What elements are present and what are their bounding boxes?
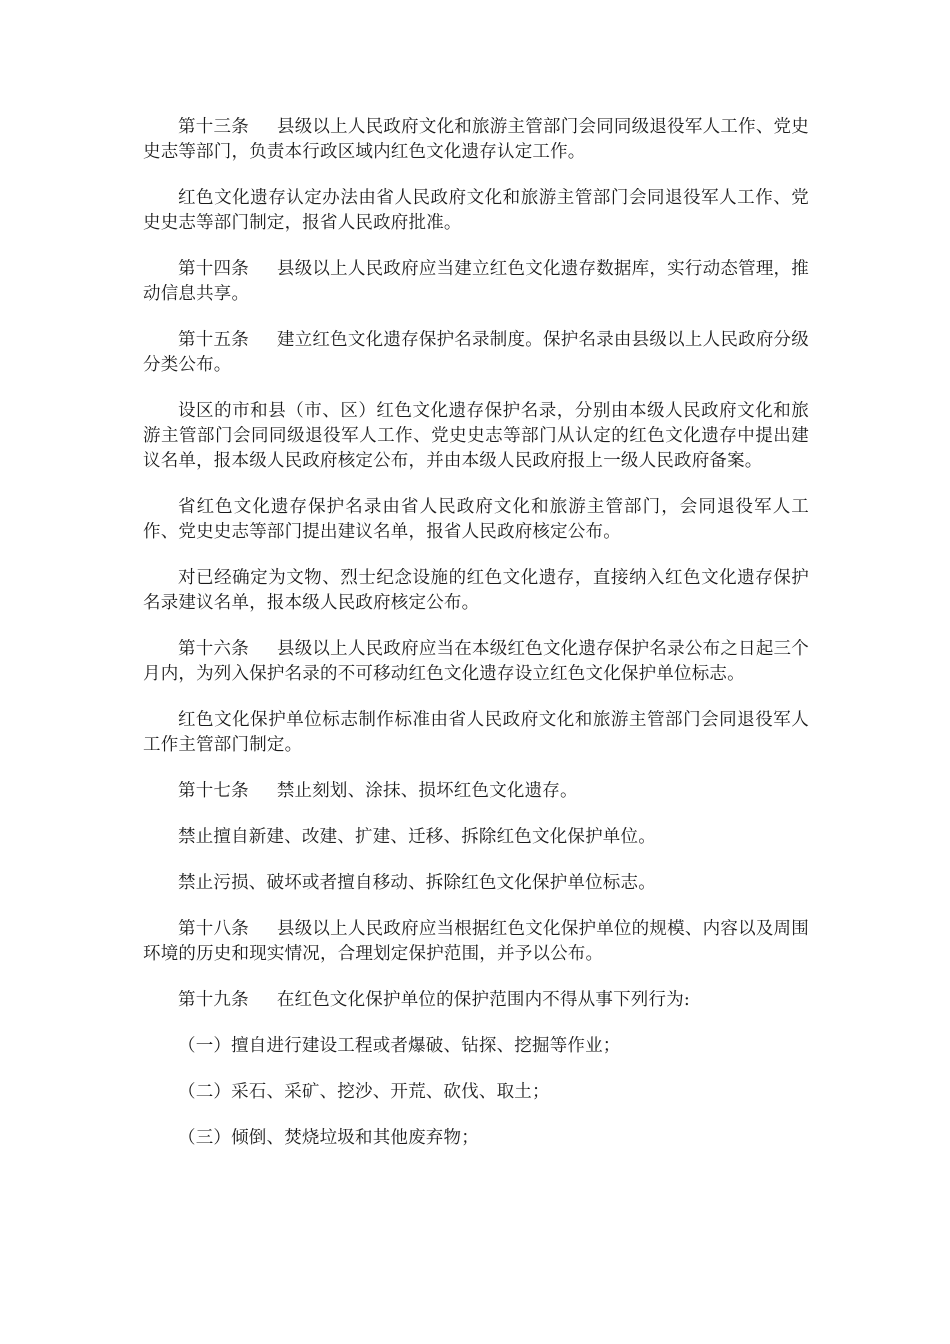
paragraph bbox=[143, 566, 809, 616]
paragraph-text: 建立红色文化遗存保护名录制度。保护名录由县级以上人民政府分级分类公布。 bbox=[143, 330, 809, 375]
paragraph-text: 禁止擅自新建、改建、扩建、迁移、拆除红色文化保护单位。 bbox=[178, 827, 656, 847]
list-item bbox=[143, 1126, 809, 1151]
paragraph-text: （三）倾倒、焚烧垃圾和其他废弃物； bbox=[178, 1128, 479, 1148]
paragraph-text: 禁止污损、破坏或者擅自移动、拆除红色文化保护单位标志。 bbox=[178, 873, 656, 893]
paragraph-text: 县级以上人民政府应当根据红色文化保护单位的规模、内容以及周围环境的历史和现实情况，合理划定保护范围，并予以公布。 bbox=[143, 919, 809, 964]
paragraph-text: 禁止刻划、涂抹、损坏红色文化遗存。 bbox=[276, 781, 578, 801]
article-number: 第十八条 bbox=[178, 919, 249, 939]
list-item bbox=[143, 1080, 809, 1105]
article-number: 第十七条 bbox=[178, 781, 249, 801]
article-number: 第十六条 bbox=[178, 639, 249, 659]
list-item bbox=[143, 1034, 809, 1059]
document-body bbox=[143, 115, 809, 1172]
paragraph-article-19 bbox=[143, 988, 809, 1013]
paragraph-text: 县级以上人民政府应当在本级红色文化遗存保护名录公布之日起三个月内，为列入保护名录的不可移动红色文化遗存设立红色文化保护单位标志。 bbox=[143, 639, 809, 684]
paragraph-text: （一）擅自进行建设工程或者爆破、钻探、挖掘等作业； bbox=[178, 1036, 621, 1056]
paragraph-text: 县级以上人民政府文化和旅游主管部门会同同级退役军人工作、党史史志等部门，负责本行政区域内红色文化遗存认定工作。 bbox=[143, 117, 809, 162]
paragraph-article-18 bbox=[143, 917, 809, 967]
article-number: 第十三条 bbox=[178, 117, 249, 137]
paragraph-text: 县级以上人民政府应当建立红色文化遗存数据库，实行动态管理，推动信息共享。 bbox=[143, 259, 809, 304]
article-number: 第十九条 bbox=[178, 990, 249, 1010]
paragraph bbox=[143, 708, 809, 758]
paragraph-text: 省红色文化遗存保护名录由省人民政府文化和旅游主管部门，会同退役军人工作、党史史志等部门提出建议名单，报省人民政府核定公布。 bbox=[143, 497, 809, 542]
paragraph bbox=[143, 871, 809, 896]
paragraph-text: 设区的市和县（市、区）红色文化遗存保护名录，分别由本级人民政府文化和旅游主管部门会同同级退役军人工作、党史史志等部门从认定的红色文化遗存中提出建议名单，报本级人民政府核定公布，并由本级人民政府报上一级人民政府备案。 bbox=[143, 401, 809, 471]
paragraph bbox=[143, 825, 809, 850]
paragraph-text: （二）采石、采矿、挖沙、开荒、砍伐、取土； bbox=[178, 1082, 550, 1102]
paragraph-text: 在红色文化保护单位的保护范围内不得从事下列行为: bbox=[276, 990, 691, 1010]
paragraph bbox=[143, 399, 809, 474]
paragraph bbox=[143, 186, 809, 236]
paragraph-article-15 bbox=[143, 328, 809, 378]
article-number: 第十五条 bbox=[178, 330, 249, 350]
paragraph-article-17 bbox=[143, 779, 809, 804]
paragraph bbox=[143, 495, 809, 545]
paragraph-article-13 bbox=[143, 115, 809, 165]
article-number: 第十四条 bbox=[178, 259, 249, 279]
paragraph-text: 红色文化保护单位标志制作标准由省人民政府文化和旅游主管部门会同退役军人工作主管部门制定。 bbox=[143, 710, 809, 755]
paragraph-article-16 bbox=[143, 637, 809, 687]
paragraph-text: 红色文化遗存认定办法由省人民政府文化和旅游主管部门会同退役军人工作、党史史志等部门制定，报省人民政府批准。 bbox=[143, 188, 809, 233]
paragraph-text: 对已经确定为文物、烈士纪念设施的红色文化遗存，直接纳入红色文化遗存保护名录建议名单，报本级人民政府核定公布。 bbox=[143, 568, 809, 613]
paragraph-article-14 bbox=[143, 257, 809, 307]
